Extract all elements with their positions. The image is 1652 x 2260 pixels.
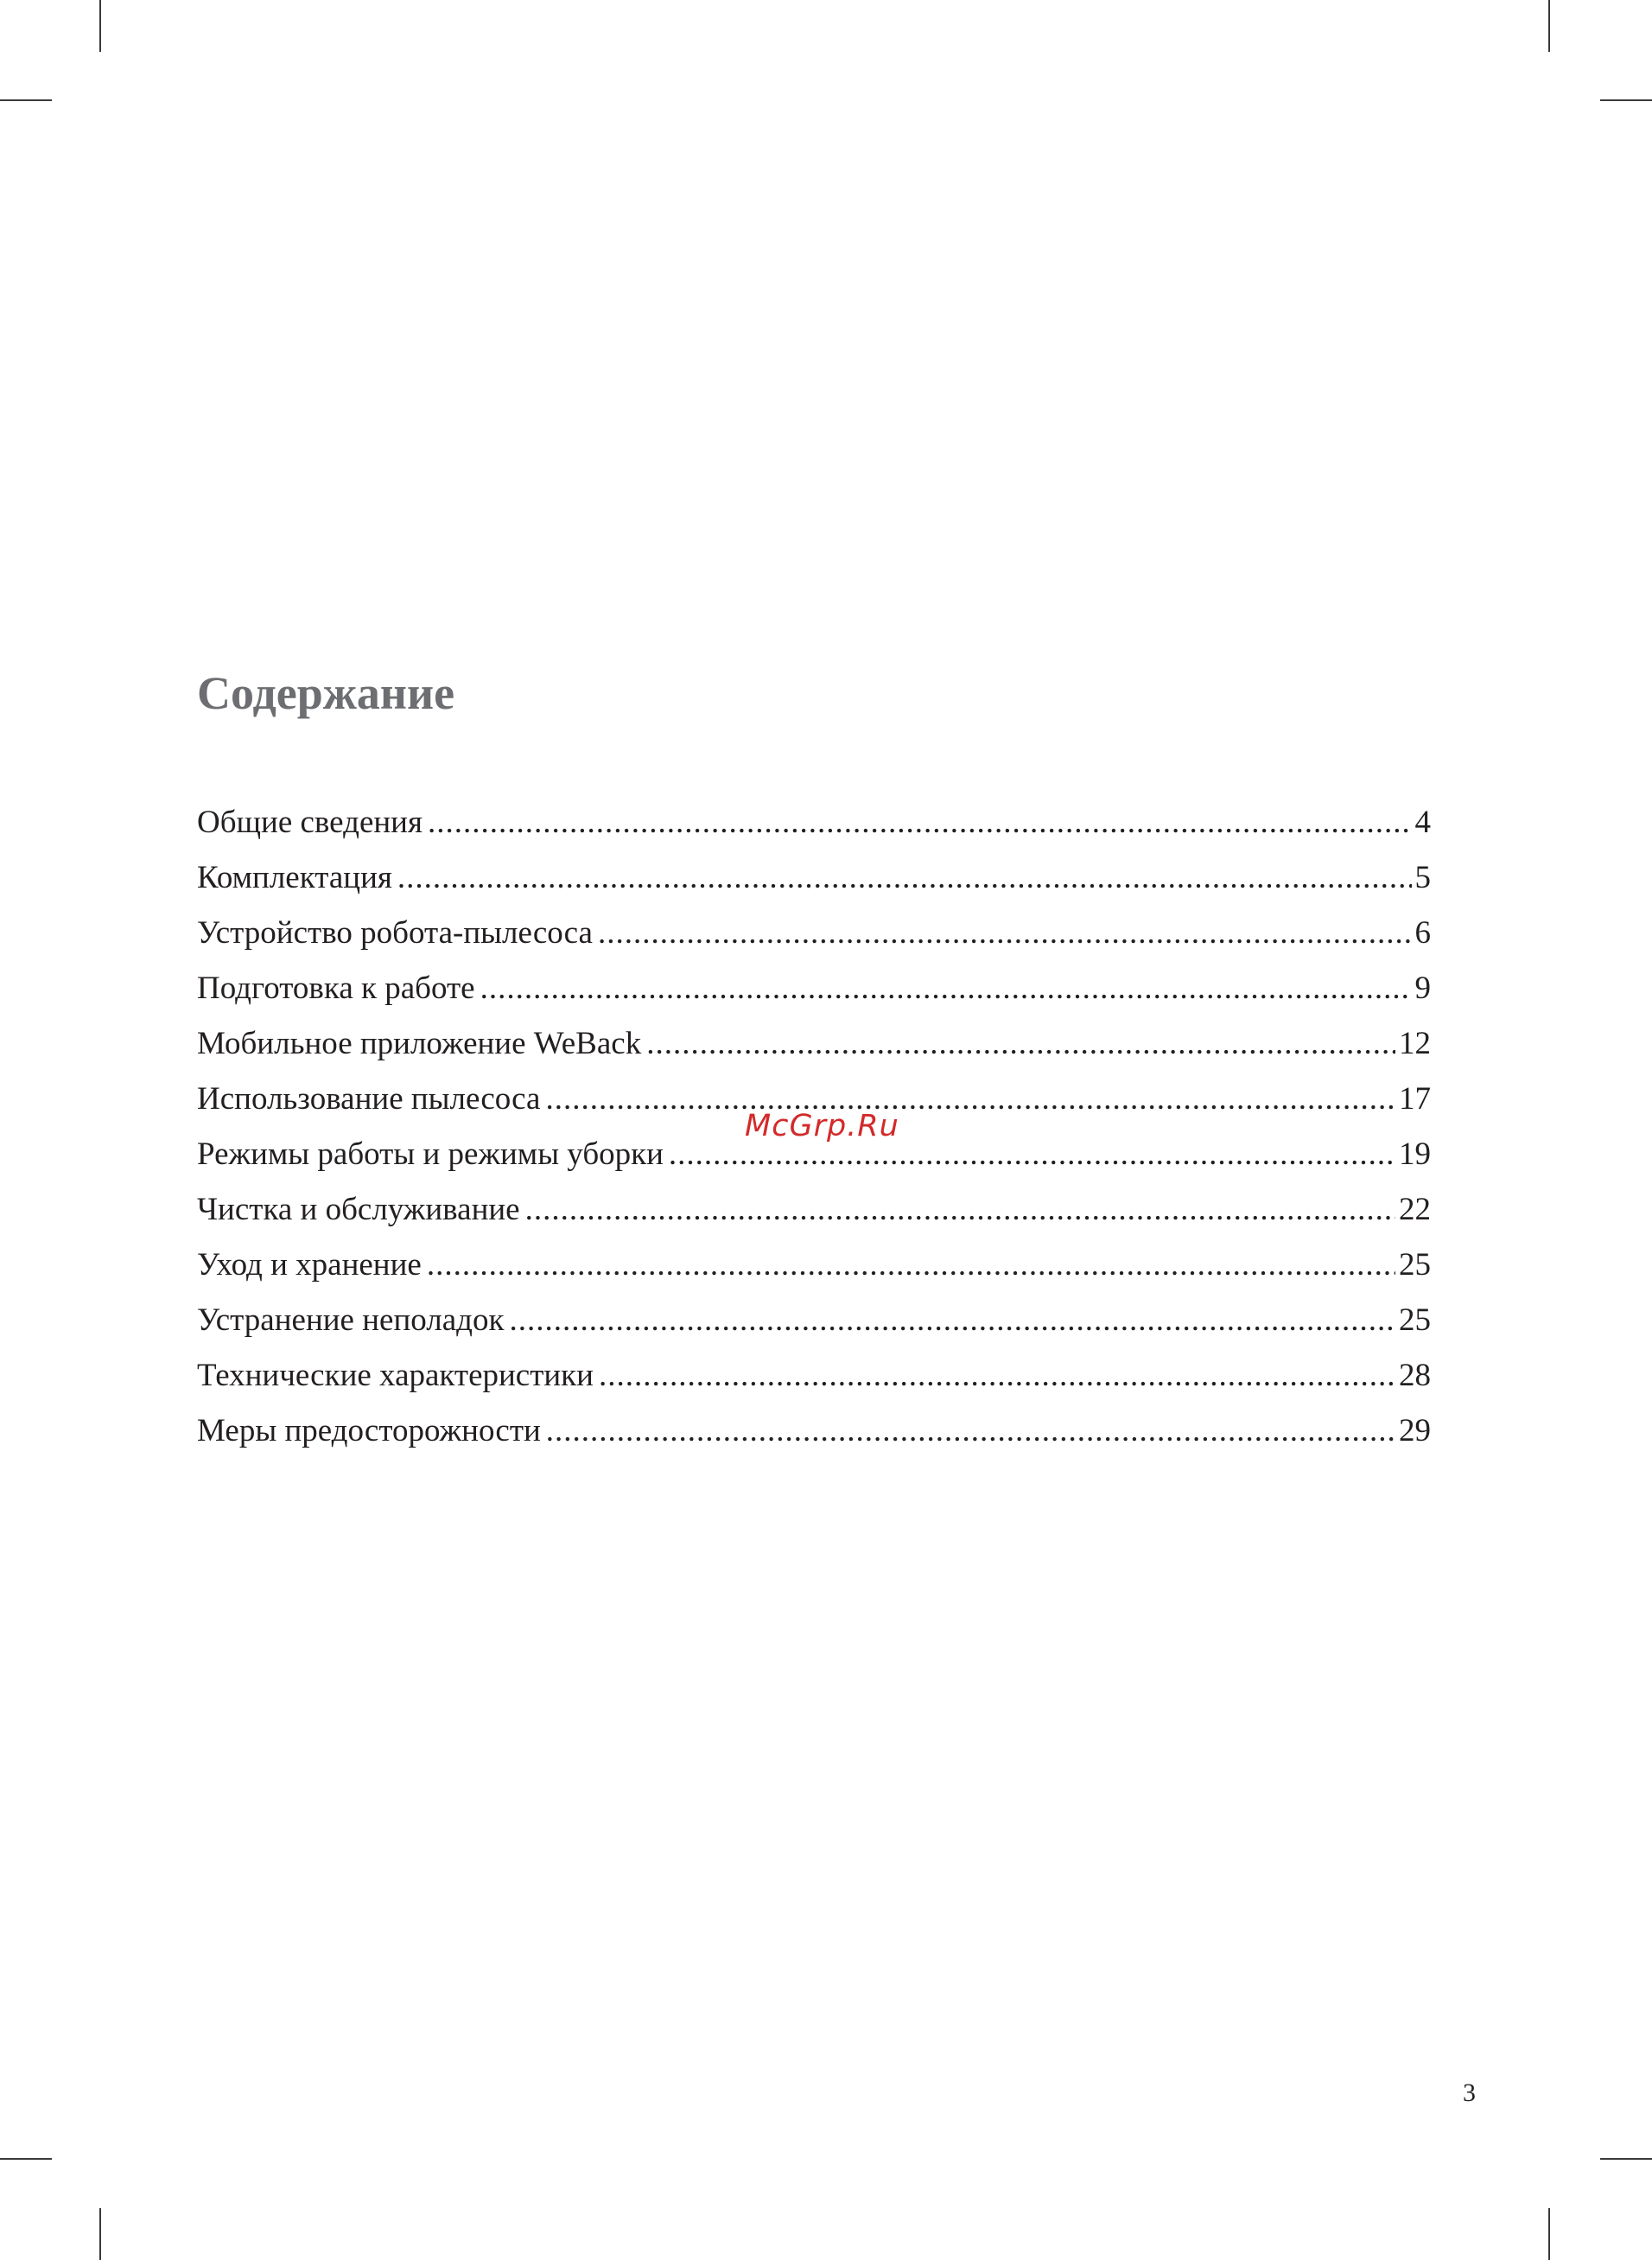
- toc-entry-label: Устранение неполадок: [197, 1302, 505, 1338]
- toc-entry[interactable]: [197, 795, 1431, 850]
- toc-entry-page: 17: [1399, 1081, 1431, 1117]
- toc-entry-page: 12: [1399, 1026, 1431, 1061]
- toc-entry-page: 29: [1399, 1413, 1431, 1448]
- crop-mark-top-right-horizontal: [1600, 99, 1652, 101]
- toc-dot-leader: [546, 1404, 1395, 1459]
- toc-dot-leader: [509, 1293, 1395, 1348]
- toc-entry-label: Общие сведения: [197, 805, 423, 840]
- toc-entry-page: 19: [1399, 1136, 1431, 1172]
- toc-entry[interactable]: [197, 1238, 1431, 1293]
- toc-entry-label: Чистка и обслуживание: [197, 1192, 520, 1227]
- toc-dot-leader: [480, 961, 1412, 1016]
- crop-mark-top-left-horizontal: [0, 99, 52, 101]
- toc-entry[interactable]: [197, 1293, 1431, 1348]
- watermark: McGrp.Ru: [745, 1109, 899, 1143]
- toc-entry[interactable]: [197, 1182, 1431, 1238]
- toc-entry[interactable]: [197, 1404, 1431, 1459]
- toc-dot-leader: [599, 1348, 1395, 1404]
- toc-dot-leader: [646, 1016, 1395, 1072]
- toc-entry-label: Устройство робота-пылесоса: [197, 915, 593, 951]
- toc-entry[interactable]: [197, 906, 1431, 961]
- crop-mark-top-right-vertical: [1548, 0, 1550, 52]
- page-title: Содержание: [197, 667, 455, 719]
- toc-entry-page: 4: [1414, 805, 1431, 840]
- toc-dot-leader: [598, 906, 1412, 961]
- toc-entry-page: 5: [1414, 860, 1431, 895]
- toc-entry[interactable]: [197, 961, 1431, 1016]
- toc-entry-page: 28: [1399, 1358, 1431, 1393]
- crop-mark-bottom-right-vertical: [1548, 2208, 1550, 2260]
- toc-dot-leader: [428, 795, 1412, 850]
- toc-dot-leader: [545, 1072, 1395, 1127]
- crop-mark-bottom-left-horizontal: [0, 2158, 52, 2160]
- crop-mark-top-left-vertical: [99, 0, 101, 52]
- toc-entry-label: Мобильное приложение WeBack: [197, 1026, 642, 1061]
- page-number: 3: [1463, 2079, 1476, 2107]
- toc-entry-label: Использование пылесоса: [197, 1081, 541, 1117]
- toc-entry-label: Меры предосторожности: [197, 1413, 541, 1448]
- toc-entry-page: 25: [1399, 1247, 1431, 1283]
- crop-mark-bottom-right-horizontal: [1600, 2158, 1652, 2160]
- toc-entry-label: Технические характеристики: [197, 1358, 594, 1393]
- toc-entry-label: Режимы работы и режимы уборки: [197, 1136, 664, 1172]
- toc-entry[interactable]: [197, 1016, 1431, 1072]
- toc-dot-leader: [525, 1182, 1395, 1238]
- toc-entry-page: 6: [1414, 915, 1431, 951]
- toc-entry-page: 22: [1399, 1192, 1431, 1227]
- crop-mark-bottom-left-vertical: [99, 2208, 101, 2260]
- toc-dot-leader: [397, 850, 1412, 906]
- toc-entry-label: Подготовка к работе: [197, 971, 475, 1006]
- toc-entry-label: Комплектация: [197, 860, 392, 895]
- toc-entry-label: Уход и хранение: [197, 1247, 422, 1283]
- toc-entry-page: 25: [1399, 1302, 1431, 1338]
- toc-entry[interactable]: [197, 850, 1431, 906]
- toc-entry[interactable]: [197, 1348, 1431, 1404]
- toc-entry-page: 9: [1414, 971, 1431, 1006]
- toc-dot-leader: [427, 1238, 1395, 1293]
